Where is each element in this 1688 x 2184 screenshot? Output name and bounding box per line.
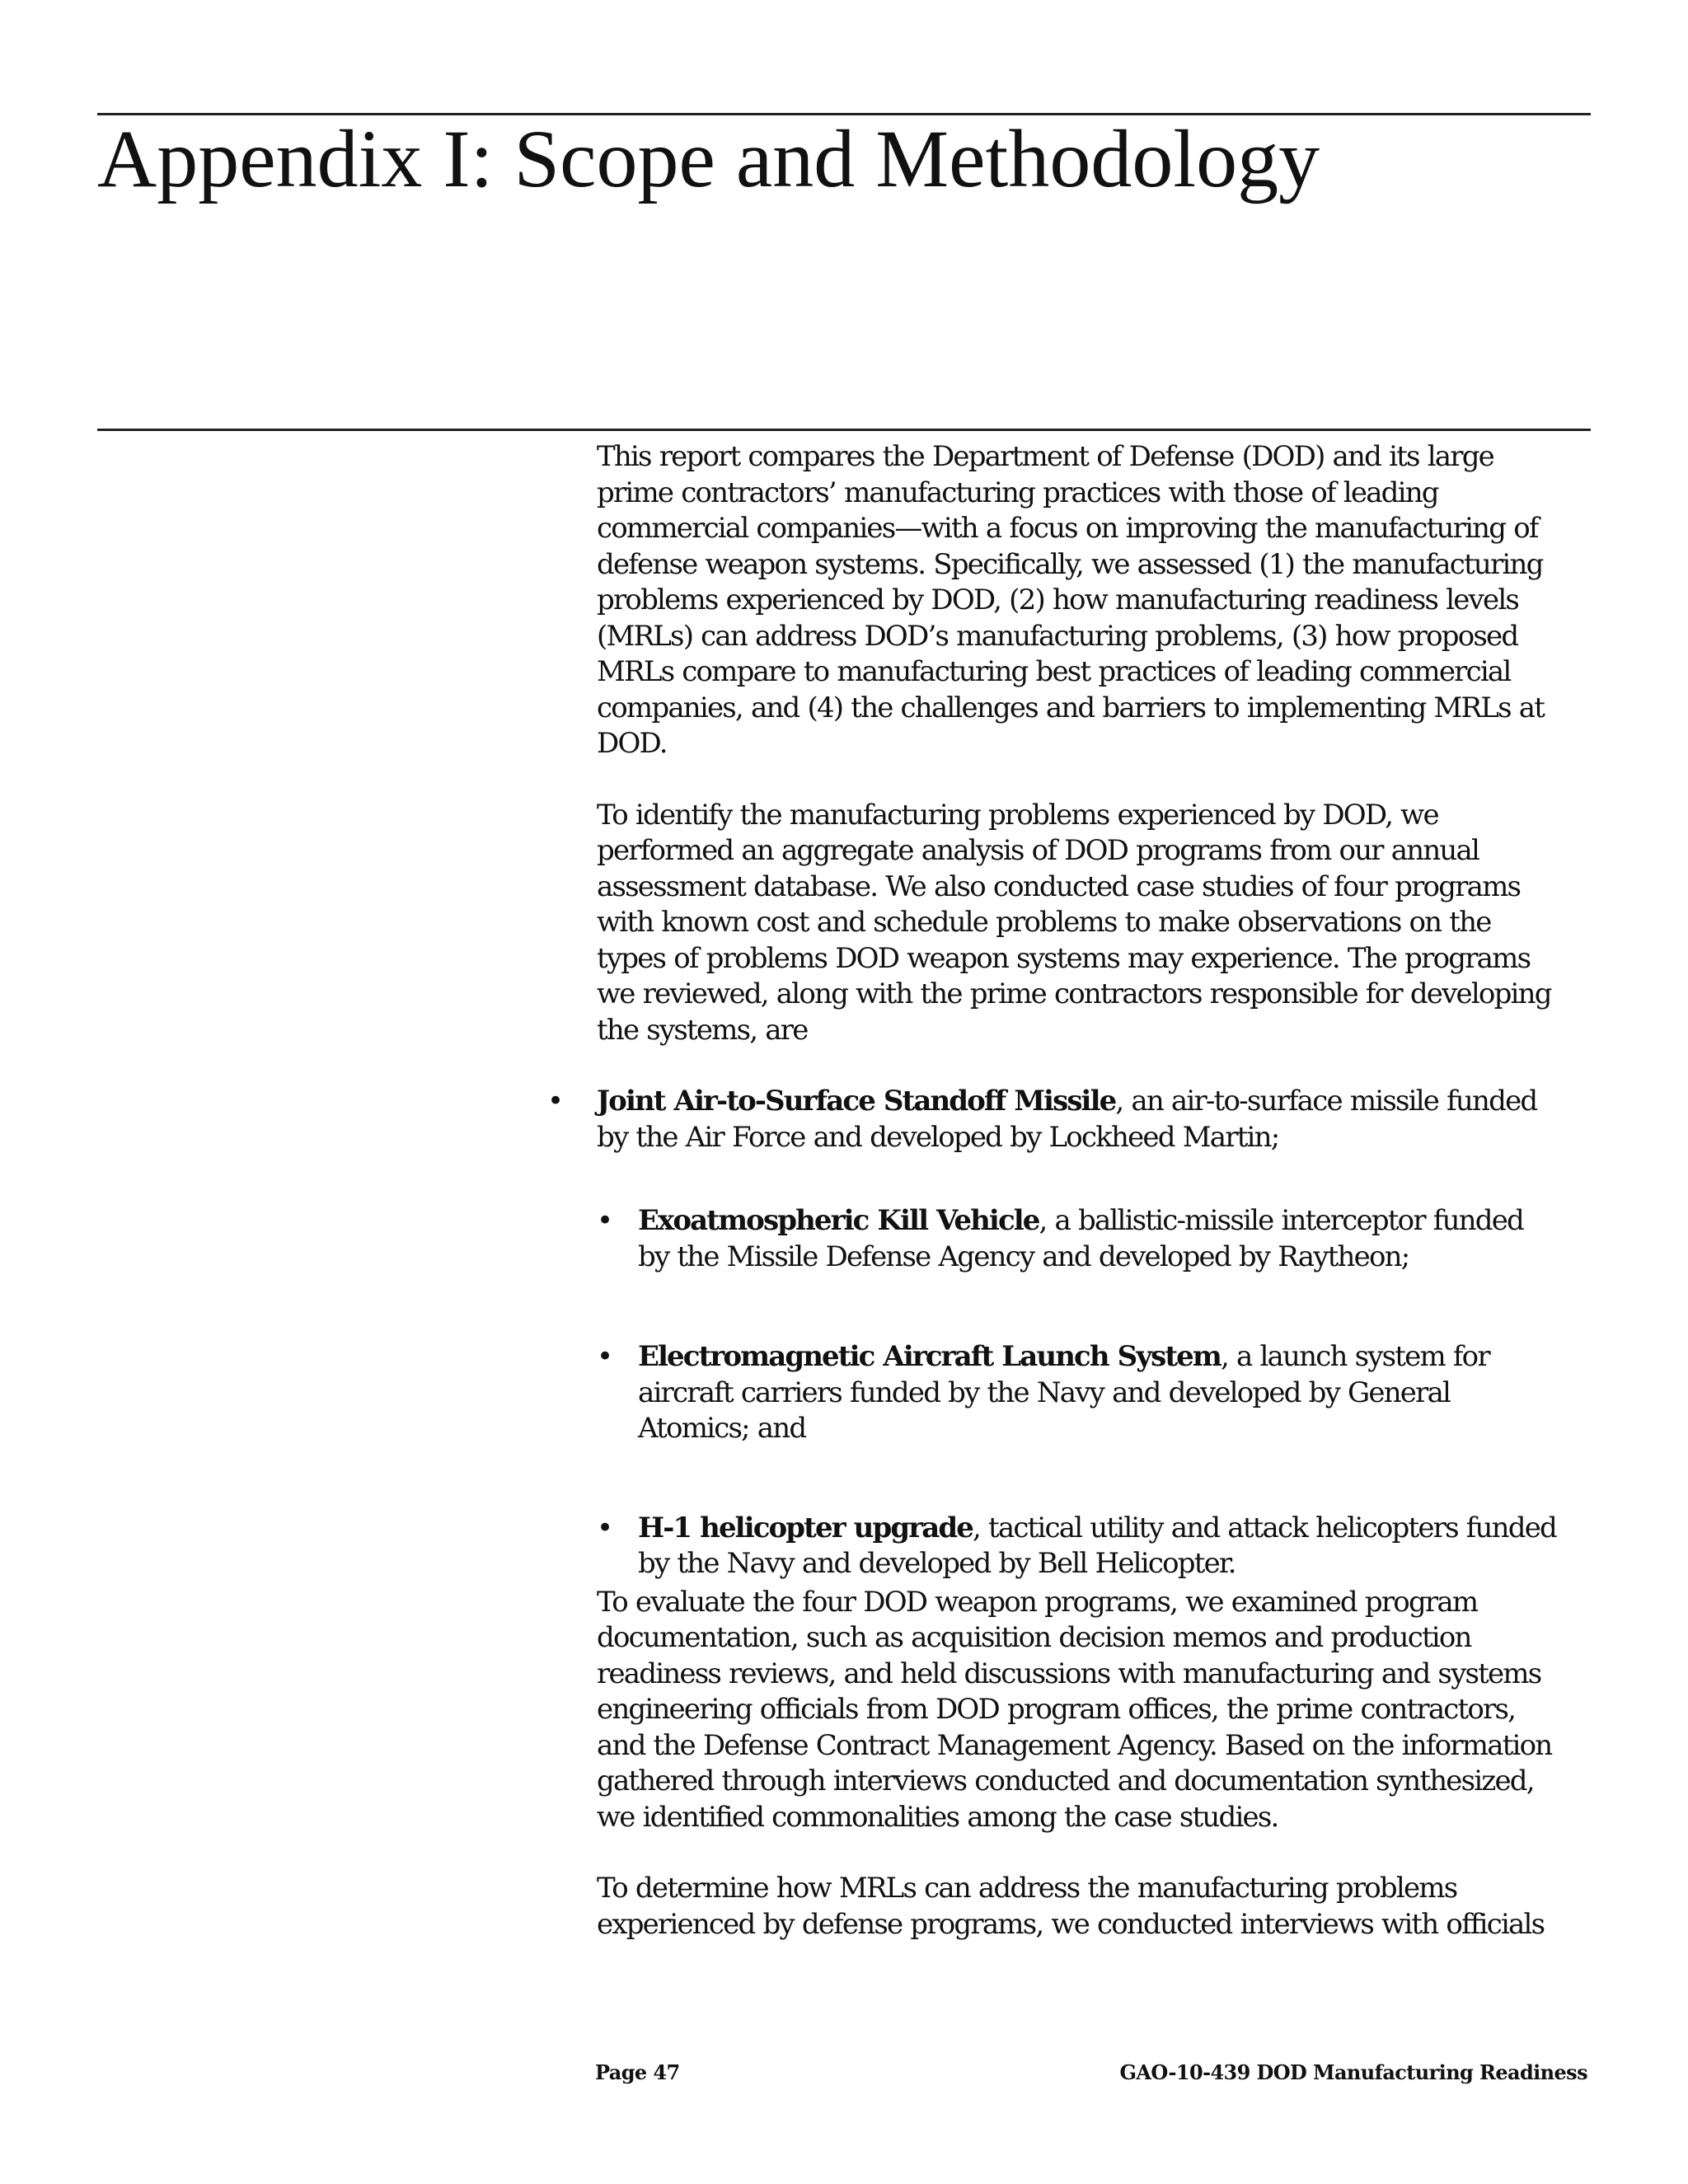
program-list: [547, 1084, 1586, 1582]
text-line: assessment database. We also conducted case studies of four programs: [597, 869, 1521, 903]
list-item: [597, 1203, 1586, 1275]
text-line: by the Air Force and developed by Lockheed Martin;: [597, 1120, 1279, 1154]
paragraph-2: [597, 798, 1586, 1049]
text-line: by the Navy and developed by Bell Helicopter.: [638, 1547, 1236, 1580]
text-line: MRLs compare to manufacturing best practices of leading commercial: [597, 655, 1511, 688]
list-item: [547, 1084, 1586, 1155]
program-description: , tactical utility and attack helicopters funded: [972, 1511, 1556, 1544]
text-line: [597, 1084, 1586, 1120]
text-line: DOD.: [597, 727, 667, 760]
text-line: with known cost and schedule problems to make observations on the: [597, 906, 1491, 939]
page-number: Page 47: [595, 2060, 680, 2084]
text-line: To determine how MRLs can address the manufacturing problems: [597, 1872, 1457, 1905]
body-text: [547, 439, 1586, 1943]
text-line: we reviewed, along with the prime contractors responsible for developing: [597, 977, 1551, 1010]
paragraph-3: [597, 1585, 1586, 1836]
bullet-icon: •: [597, 1340, 612, 1373]
bullet-icon: •: [597, 1204, 612, 1237]
bullet-icon: •: [597, 1511, 612, 1544]
text-line: engineering officials from DOD program offices, the prime contractors,: [597, 1693, 1516, 1726]
text-line: This report compares the Department of Defense (DOD) and its large: [597, 440, 1493, 473]
text-line: we identified commonalities among the case studies.: [597, 1800, 1278, 1834]
program-name: Electromagnetic Aircraft Launch System: [638, 1340, 1221, 1373]
program-description: , an air-to-surface missile funded: [1115, 1085, 1537, 1118]
text-line: prime contractors’ manufacturing practices with those of leading: [597, 476, 1438, 509]
text-line: by the Missile Defense Agency and developed by Raytheon;: [638, 1240, 1409, 1273]
report-identifier: GAO-10-439 DOD Manufacturing Readiness: [1119, 2060, 1587, 2084]
text-line: performed an aggregate analysis of DOD programs from our annual: [597, 834, 1479, 867]
list-item: [597, 1511, 1586, 1582]
text-line: Atomics; and: [638, 1412, 806, 1445]
page-title: Appendix I: Scope and Methodology: [97, 113, 1320, 204]
text-line: commercial companies—with a focus on improving the manufacturing of: [597, 512, 1538, 545]
text-line: gathered through interviews conducted and documentation synthesized,: [597, 1765, 1534, 1797]
program-description: , a ballistic-missile interceptor funded: [1039, 1204, 1524, 1237]
text-line: experienced by defense programs, we conducted interviews with officials: [597, 1907, 1545, 1941]
text-line: [638, 1511, 1586, 1547]
list-item: [597, 1339, 1586, 1447]
text-line: [638, 1339, 1586, 1376]
text-line: (MRLs) can address DOD’s manufacturing problems, (3) how proposed: [597, 619, 1518, 653]
text-line: [638, 1203, 1586, 1240]
paragraph-1: [597, 439, 1586, 762]
program-name: Exoatmospheric Kill Vehicle: [638, 1204, 1039, 1237]
text-line: and the Defense Contract Management Agency. Based on the information: [597, 1728, 1552, 1762]
text-line: problems experienced by DOD, (2) how manufacturing readiness levels: [597, 583, 1519, 616]
text-line: defense weapon systems. Specifically, we assessed (1) the manufacturing: [597, 547, 1543, 581]
text-line: To identify the manufacturing problems experienced by DOD, we: [597, 798, 1438, 832]
bullet-icon: •: [547, 1085, 563, 1118]
text-line: types of problems DOD weapon systems may experience. The programs: [597, 941, 1531, 975]
text-line: readiness reviews, and held discussions with manufacturing and systems: [597, 1657, 1541, 1690]
text-line: To evaluate the four DOD weapon programs, we examined program: [597, 1585, 1478, 1619]
text-line: the systems, are: [597, 1013, 808, 1047]
program-name: Joint Air-to-Surface Standoff Missile: [597, 1085, 1116, 1118]
program-description: , a launch system for: [1220, 1340, 1489, 1373]
paragraph-4: [597, 1871, 1586, 1943]
text-line: companies, and (4) the challenges and barriers to implementing MRLs at: [597, 691, 1545, 724]
text-line: aircraft carriers funded by the Navy and developed by General: [638, 1376, 1451, 1409]
text-line: documentation, such as acquisition decision memos and production: [597, 1621, 1471, 1654]
program-name: H-1 helicopter upgrade: [638, 1511, 973, 1544]
section-rule: [97, 429, 1591, 431]
